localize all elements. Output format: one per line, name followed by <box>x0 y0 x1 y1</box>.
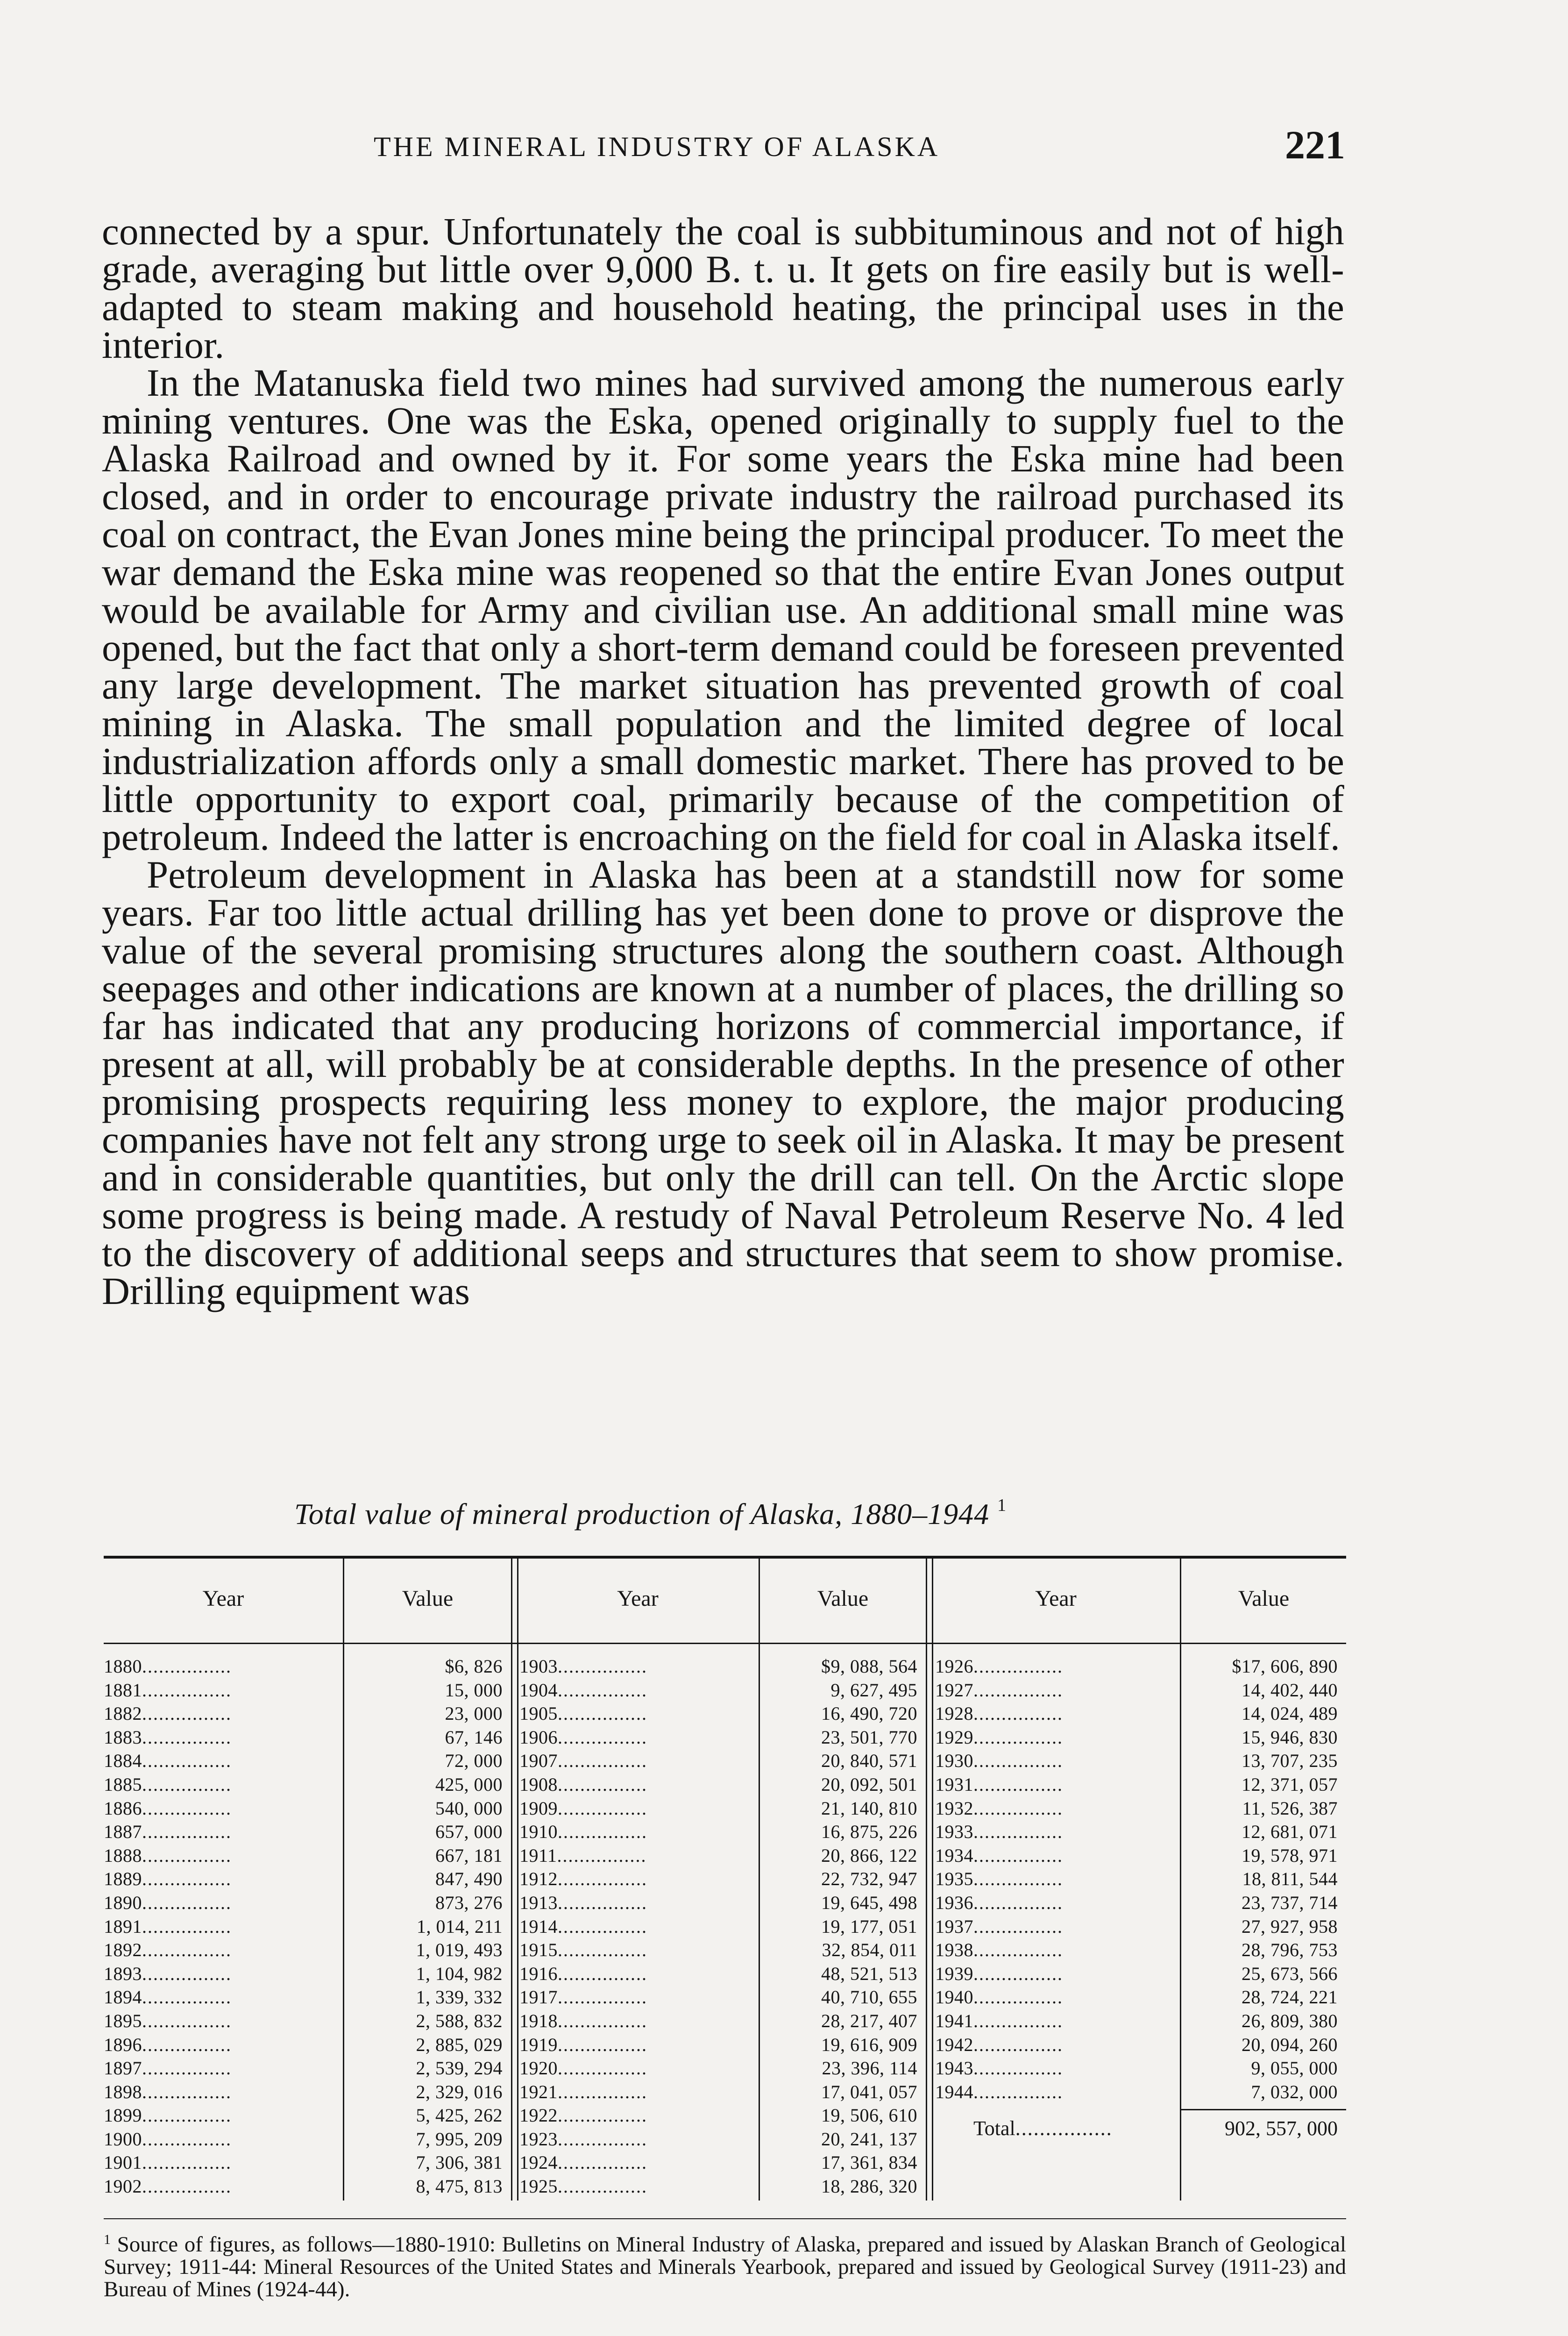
table-row-year <box>104 1844 337 1868</box>
value-cell: 28, 796, 753 <box>1242 1939 1338 1961</box>
dot-leader: ................ <box>142 2152 232 2173</box>
year-cell: 1922 <box>519 2105 558 2126</box>
year-cell: 1938 <box>935 1939 973 1961</box>
table-row-year <box>104 1749 337 1773</box>
value-cell: 26, 809, 380 <box>1242 2010 1338 2031</box>
dot-leader: ................ <box>973 1845 1063 1866</box>
paragraph-3: Petroleum development in Alaska has been at a standstill now for some years. Far too little actual drilling has yet been done to prove or disprove the value of the several promising structures along the southern coast. Although seepages and other indications are known at a number of places, the drilling so far has indicated that any producing horizons of commercial importance, if present at all, will probably be at considerable depths. In the presence of other promising prospects requiring less money to explore, the major producing companies have not felt any strong urge to seek oil in Alaska. It may be present and in considerable quantities, but only the drill can tell. On the Arctic slope some progress is being made. A restudy of Naval Petroleum Reserve No. 4 led to the discovery of additional seeps and structures that seem to show promise. Drilling equipment was <box>102 853 1344 1312</box>
dot-leader: ................ <box>558 1679 647 1701</box>
value-cell: 16, 875, 226 <box>821 1821 917 1843</box>
year-cell: 1944 <box>935 2081 973 2102</box>
year-cell: 1909 <box>519 1797 558 1819</box>
year-cell: 1931 <box>935 1773 973 1795</box>
value-cell: 18, 811, 544 <box>1242 1868 1338 1890</box>
table-row-year <box>519 1938 753 1962</box>
dot-leader: ................ <box>973 1656 1063 1677</box>
table-row-year <box>519 1749 753 1773</box>
year-cell: 1908 <box>519 1773 558 1795</box>
table-row-year <box>935 1915 1178 1939</box>
value-cell: 1, 339, 332 <box>416 1987 503 2008</box>
table-row-year <box>104 1962 337 1986</box>
table-row-year <box>104 1702 337 1726</box>
dot-leader: ................ <box>558 1892 647 1913</box>
dot-leader: ................ <box>142 2081 232 2102</box>
year-cell: 1885 <box>104 1773 142 1795</box>
total-leader: ................ <box>1015 2117 1113 2140</box>
value-cell: $6, 826 <box>445 1656 503 1677</box>
value-cell: 2, 329, 016 <box>416 2081 503 2102</box>
value-column-2 <box>760 1655 926 2199</box>
dot-leader: ................ <box>973 1963 1063 1984</box>
year-cell: 1939 <box>935 1963 973 1984</box>
value-cell: 8, 475, 813 <box>416 2176 503 2197</box>
year-cell: 1894 <box>104 1987 142 2008</box>
value-cell: 1, 019, 493 <box>416 1939 503 1961</box>
year-column-2 <box>519 1655 753 2199</box>
table-row-year <box>519 2080 753 2104</box>
year-cell: 1919 <box>519 2034 558 2055</box>
table-row-year <box>104 2104 337 2128</box>
dot-leader: ................ <box>142 2105 232 2126</box>
group-divider-double <box>926 1559 933 2201</box>
table-row-year <box>935 1749 1178 1773</box>
table-row-year <box>935 1726 1178 1750</box>
dot-leader: ................ <box>558 1987 647 2008</box>
dot-leader: ................ <box>142 1916 232 1937</box>
value-cell: 19, 645, 498 <box>821 1892 917 1913</box>
total-value: 902, 557, 000 <box>1225 2117 1338 2140</box>
dot-leader: ................ <box>142 2176 232 2197</box>
table-row-year <box>519 1986 753 2009</box>
year-cell: 1889 <box>104 1868 142 1890</box>
table-row-year <box>519 1844 753 1868</box>
table-row-year <box>519 1655 753 1679</box>
dot-leader: ................ <box>558 1703 647 1724</box>
value-cell: 12, 681, 071 <box>1242 1821 1338 1843</box>
year-cell: 1933 <box>935 1821 973 1843</box>
dot-leader: ................ <box>142 1703 232 1724</box>
table-row-year <box>104 1891 337 1915</box>
value-cell: 19, 578, 971 <box>1242 1845 1338 1866</box>
dot-leader: ................ <box>973 2058 1063 2079</box>
table-row-year <box>104 2080 337 2104</box>
year-cell: 1910 <box>519 1821 558 1843</box>
value-cell: 14, 024, 489 <box>1242 1703 1338 1724</box>
table-row-year <box>519 1820 753 1844</box>
dot-leader: ................ <box>142 1821 232 1843</box>
dot-leader: ................ <box>558 2034 647 2055</box>
footnote-rule <box>104 2218 1346 2219</box>
year-cell: 1893 <box>104 1963 142 1984</box>
year-cell: 1913 <box>519 1892 558 1913</box>
value-column-1 <box>344 1655 511 2199</box>
dot-leader: ................ <box>142 2034 232 2055</box>
dot-leader: ................ <box>973 2010 1063 2031</box>
dot-leader: ................ <box>142 2058 232 2079</box>
table-row-year <box>519 1962 753 1986</box>
table-row-year <box>935 1867 1178 1891</box>
year-cell: 1911 <box>519 1845 557 1866</box>
table-row-year <box>519 2009 753 2033</box>
dot-leader: ................ <box>142 1939 232 1961</box>
value-cell: 28, 724, 221 <box>1242 1987 1338 2008</box>
year-cell: 1929 <box>935 1726 973 1748</box>
value-cell: 2, 588, 832 <box>416 2010 503 2031</box>
value-cell: 9, 627, 495 <box>830 1679 917 1701</box>
year-cell: 1937 <box>935 1916 973 1937</box>
table-row-year <box>935 1844 1178 1868</box>
year-cell: 1923 <box>519 2128 558 2150</box>
dot-leader: ................ <box>973 1939 1063 1961</box>
dot-leader: ................ <box>973 1773 1063 1795</box>
table-row-year <box>104 1655 337 1679</box>
year-cell: 1898 <box>104 2081 142 2102</box>
year-cell: 1934 <box>935 1845 973 1866</box>
table-row-year <box>935 2033 1178 2057</box>
table-row-year <box>519 1702 753 1726</box>
table-row-year <box>935 2080 1178 2104</box>
year-column-1 <box>104 1655 337 2199</box>
table-row-year <box>935 1797 1178 1821</box>
dot-leader: ................ <box>973 1750 1063 1772</box>
dot-leader: ................ <box>142 1656 232 1677</box>
table-row-year <box>104 1773 337 1797</box>
table-row-year <box>104 2128 337 2151</box>
dot-leader: ................ <box>973 1797 1063 1819</box>
year-cell: 1903 <box>519 1656 558 1677</box>
year-cell: 1942 <box>935 2034 973 2055</box>
value-cell: 2, 885, 029 <box>416 2034 503 2055</box>
table-row-year <box>519 1773 753 1797</box>
value-cell: 19, 506, 610 <box>821 2105 917 2126</box>
value-cell: 19, 177, 051 <box>821 1916 917 1937</box>
table-row-year <box>519 2175 753 2199</box>
value-cell: 21, 140, 810 <box>821 1797 917 1819</box>
value-cell: 5, 425, 262 <box>416 2105 503 2126</box>
year-cell: 1901 <box>104 2152 142 2173</box>
value-cell: 23, 000 <box>445 1703 503 1724</box>
value-cell: 20, 866, 122 <box>821 1845 917 1866</box>
dot-leader: ................ <box>973 1726 1063 1748</box>
year-cell: 1890 <box>104 1892 142 1913</box>
table-top-rule <box>104 1556 1346 1559</box>
table-row-year <box>519 1867 753 1891</box>
value-column-3 <box>1181 1655 1346 2104</box>
table-row-year <box>104 2175 337 2199</box>
year-cell: 1920 <box>519 2058 558 2079</box>
value-cell: 67, 146 <box>445 1726 503 1748</box>
year-cell: 1918 <box>519 2010 558 2031</box>
year-cell: 1914 <box>519 1916 558 1937</box>
year-cell: 1902 <box>104 2176 142 2197</box>
value-cell: 17, 041, 057 <box>821 2081 917 2102</box>
dot-leader: ................ <box>142 1892 232 1913</box>
column-header-year-1: Year <box>202 1586 244 1611</box>
page-number: 221 <box>1285 122 1345 167</box>
value-cell: 2, 539, 294 <box>416 2058 503 2079</box>
dot-leader: ................ <box>973 2034 1063 2055</box>
value-cell: 48, 521, 513 <box>821 1963 917 1984</box>
year-cell: 1926 <box>935 1656 973 1677</box>
dot-leader: ................ <box>973 1703 1063 1724</box>
year-cell: 1936 <box>935 1892 973 1913</box>
dot-leader: ................ <box>558 1726 647 1748</box>
table-row-year <box>519 2128 753 2151</box>
value-cell: 23, 501, 770 <box>821 1726 917 1748</box>
body-text <box>102 210 1344 1312</box>
year-cell: 1916 <box>519 1963 558 1984</box>
value-cell: 40, 710, 655 <box>821 1987 917 2008</box>
dot-leader: ................ <box>558 1797 647 1819</box>
year-cell: 1892 <box>104 1939 142 1961</box>
year-cell: 1927 <box>935 1679 973 1701</box>
table-row-year <box>519 1891 753 1915</box>
column-header-value-3: Value <box>1238 1586 1290 1611</box>
total-label <box>973 2116 1113 2140</box>
dot-leader: ................ <box>558 1773 647 1795</box>
table-row-year <box>519 1915 753 1939</box>
year-cell: 1928 <box>935 1703 973 1724</box>
table-header-rule <box>104 1643 1346 1644</box>
dot-leader: ................ <box>142 1679 232 1701</box>
value-cell: 22, 732, 947 <box>821 1868 917 1890</box>
year-cell: 1935 <box>935 1868 973 1890</box>
table-row-year <box>935 1962 1178 1986</box>
dot-leader: ................ <box>142 1773 232 1795</box>
year-cell: 1884 <box>104 1750 142 1772</box>
table-row-year <box>935 2009 1178 2033</box>
year-cell: 1887 <box>104 1821 142 1843</box>
dot-leader: ................ <box>558 2176 647 2197</box>
value-cell: 667, 181 <box>435 1845 503 1866</box>
table-row-year <box>104 1797 337 1821</box>
dot-leader: ................ <box>558 2058 647 2079</box>
dot-leader: ................ <box>558 1963 647 1984</box>
group-divider-double <box>511 1559 518 2201</box>
value-cell: 9, 055, 000 <box>1251 2058 1338 2079</box>
year-cell: 1924 <box>519 2152 558 2173</box>
dot-leader: ................ <box>558 1916 647 1937</box>
year-cell: 1880 <box>104 1656 142 1677</box>
value-cell: 873, 276 <box>435 1892 503 1913</box>
table-row-year <box>935 2057 1178 2080</box>
dot-leader: ................ <box>142 1868 232 1890</box>
year-cell: 1917 <box>519 1987 558 2008</box>
table-row-year <box>104 2057 337 2080</box>
table-row-year <box>519 2033 753 2057</box>
table-row-year <box>935 1820 1178 1844</box>
dot-leader: ................ <box>973 1892 1063 1913</box>
table-row-year <box>935 1702 1178 1726</box>
dot-leader: ................ <box>558 2128 647 2150</box>
year-cell: 1941 <box>935 2010 973 2031</box>
table-row-year <box>104 1986 337 2009</box>
value-cell: 20, 092, 501 <box>821 1773 917 1795</box>
table-row-year <box>104 2009 337 2033</box>
column-header-value-2: Value <box>817 1586 869 1611</box>
table-row-year <box>104 2151 337 2175</box>
value-cell: 11, 526, 387 <box>1242 1797 1338 1819</box>
value-cell: 425, 000 <box>435 1773 503 1795</box>
value-cell: 18, 286, 320 <box>821 2176 917 2197</box>
value-cell: $17, 606, 890 <box>1232 1656 1338 1677</box>
table-row-year <box>935 1679 1178 1702</box>
caption-footnote-mark: 1 <box>997 1496 1007 1515</box>
dot-leader: ................ <box>558 2152 647 2173</box>
dot-leader: ................ <box>558 1656 647 1677</box>
value-cell: 15, 946, 830 <box>1242 1726 1338 1748</box>
value-cell: 23, 737, 714 <box>1242 1892 1338 1913</box>
dot-leader: ................ <box>558 2010 647 2031</box>
table-row-year <box>935 1938 1178 1962</box>
dot-leader: ................ <box>142 1845 232 1866</box>
table-row-year <box>104 1679 337 1702</box>
footnote <box>104 2229 1346 2300</box>
year-cell: 1897 <box>104 2058 142 2079</box>
value-cell: 14, 402, 440 <box>1242 1679 1338 1701</box>
table-row-year <box>519 1679 753 1702</box>
table-row-year <box>519 2057 753 2080</box>
dot-leader: ................ <box>142 1750 232 1772</box>
running-head <box>103 122 1345 178</box>
value-cell: 657, 000 <box>435 1821 503 1843</box>
value-cell: 7, 995, 209 <box>416 2128 503 2150</box>
dot-leader: ................ <box>557 1845 647 1866</box>
total-rule <box>1181 2109 1346 2110</box>
year-cell: 1882 <box>104 1703 142 1724</box>
table-row-year <box>519 2151 753 2175</box>
table-row-year <box>104 1867 337 1891</box>
column-header-year-3: Year <box>1035 1586 1077 1611</box>
value-cell: 1, 014, 211 <box>416 1916 503 1937</box>
production-table <box>104 1556 1346 2201</box>
year-cell: 1921 <box>519 2081 558 2102</box>
year-cell: 1891 <box>104 1916 142 1937</box>
value-cell: 27, 927, 958 <box>1242 1916 1338 1937</box>
table-row-year <box>935 1891 1178 1915</box>
dot-leader: ................ <box>973 1916 1063 1937</box>
dot-leader: ................ <box>142 1726 232 1748</box>
table-row-year <box>935 1986 1178 2009</box>
dot-leader: ................ <box>558 1939 647 1961</box>
table-row-year <box>519 1797 753 1821</box>
year-cell: 1896 <box>104 2034 142 2055</box>
value-cell: 20, 241, 137 <box>821 2128 917 2150</box>
total-label-text: Total <box>973 2117 1015 2140</box>
column-header-year-2: Year <box>617 1586 659 1611</box>
year-cell: 1905 <box>519 1703 558 1724</box>
dot-leader: ................ <box>973 1987 1063 2008</box>
year-cell: 1907 <box>519 1750 558 1772</box>
year-cell: 1912 <box>519 1868 558 1890</box>
dot-leader: ................ <box>142 1797 232 1819</box>
value-cell: 28, 217, 407 <box>821 2010 917 2031</box>
dot-leader: ................ <box>142 1963 232 1984</box>
year-cell: 1888 <box>104 1845 142 1866</box>
value-cell: 7, 306, 381 <box>416 2152 503 2173</box>
table-row-year <box>104 1726 337 1750</box>
value-cell: 23, 396, 114 <box>822 2058 917 2079</box>
year-cell: 1925 <box>519 2176 558 2197</box>
value-cell: $9, 088, 564 <box>821 1656 917 1677</box>
year-cell: 1940 <box>935 1987 973 2008</box>
table-row-year <box>104 1938 337 1962</box>
dot-leader: ................ <box>142 1987 232 2008</box>
dot-leader: ................ <box>973 1821 1063 1843</box>
value-cell: 1, 104, 982 <box>416 1963 503 1984</box>
value-cell: 17, 361, 834 <box>821 2152 917 2173</box>
dot-leader: ................ <box>973 1868 1063 1890</box>
value-cell: 13, 707, 235 <box>1242 1750 1338 1772</box>
year-cell: 1899 <box>104 2105 142 2126</box>
table-row-year <box>104 1915 337 1939</box>
dot-leader: ................ <box>973 2081 1063 2102</box>
dot-leader: ................ <box>973 1679 1063 1701</box>
dot-leader: ................ <box>558 1821 647 1843</box>
value-cell: 20, 840, 571 <box>821 1750 917 1772</box>
year-cell: 1886 <box>104 1797 142 1819</box>
column-header-value-1: Value <box>402 1586 454 1611</box>
year-cell: 1883 <box>104 1726 142 1748</box>
year-cell: 1904 <box>519 1679 558 1701</box>
running-title: THE MINERAL INDUSTRY OF ALASKA <box>374 131 940 162</box>
value-cell: 7, 032, 000 <box>1251 2081 1338 2102</box>
year-cell: 1881 <box>104 1679 142 1701</box>
dot-leader: ................ <box>558 1750 647 1772</box>
value-cell: 19, 616, 909 <box>821 2034 917 2055</box>
value-cell: 32, 854, 011 <box>822 1939 917 1961</box>
table-row-year <box>519 2104 753 2128</box>
year-cell: 1930 <box>935 1750 973 1772</box>
dot-leader: ................ <box>558 2105 647 2126</box>
year-column-3 <box>935 1655 1178 2104</box>
year-cell: 1906 <box>519 1726 558 1748</box>
year-cell: 1932 <box>935 1797 973 1819</box>
table-row-year <box>935 1773 1178 1797</box>
table-row-year <box>935 1655 1178 1679</box>
value-cell: 15, 000 <box>445 1679 503 1701</box>
dot-leader: ................ <box>558 1868 647 1890</box>
paragraph-1: connected by a spur. Unfortunately the coal is subbituminous and not of high grade, averaging but little over 9,000 B. t. u. It gets on fire easily but is well-adapted to steam making and household heating, the principal uses in the interior. <box>102 210 1344 366</box>
year-cell: 1915 <box>519 1939 558 1961</box>
dot-leader: ................ <box>142 2128 232 2150</box>
paragraph-2: In the Matanuska field two mines had survived among the numerous early mining ventures. One was the Eska, opened originally to supply fuel to the Alaska Railroad and owned by it. For some years the Eska mine had been closed, and in order to encourage private industry the railroad purchased its coal on contract, the Evan Jones mine being the principal producer. To meet the war demand the Eska mine was reopened so that the entire Evan Jones output would be available for Army and civilian use. An additional small mine was opened, but the fact that only a short-term demand could be foreseen prevented any large development. The market situation has prevented growth of coal mining in Alaska. The small population and the limited degree of local industrialization affords only a small domestic market. There has proved to be little opportunity to export coal, primarily because of the competition of petroleum. Indeed the latter is encroaching on the field for coal in Alaska itself. <box>102 361 1344 858</box>
year-cell: 1900 <box>104 2128 142 2150</box>
value-cell: 16, 490, 720 <box>821 1703 917 1724</box>
table-caption-text: Total value of mineral production of Alaska, 1880–1944 <box>294 1497 990 1531</box>
value-cell: 20, 094, 260 <box>1242 2034 1338 2055</box>
footnote-mark: 1 <box>104 2232 111 2247</box>
dot-leader: ................ <box>142 2010 232 2031</box>
table-caption <box>294 1495 1007 1531</box>
table-row-year <box>104 2033 337 2057</box>
table-row-year <box>104 1820 337 1844</box>
dot-leader: ................ <box>558 2081 647 2102</box>
year-cell: 1895 <box>104 2010 142 2031</box>
value-cell: 25, 673, 566 <box>1242 1963 1338 1984</box>
value-cell: 847, 490 <box>435 1868 503 1890</box>
value-cell: 72, 000 <box>445 1750 503 1772</box>
value-cell: 540, 000 <box>435 1797 503 1819</box>
footnote-text: Source of figures, as follows—1880-1910: Bulletins on Mineral Industry of Alaska, prepared and issued by Alaskan Branch of Geological Survey; 1911-44: Mineral Resources of the United States and Minerals Yearbook, prepared and issued by Geological Survey (1911-23) and Bureau of Mines (1924-44). <box>104 2232 1347 2301</box>
year-cell: 1943 <box>935 2058 973 2079</box>
value-cell: 12, 371, 057 <box>1242 1773 1338 1795</box>
table-row-year <box>519 1726 753 1750</box>
